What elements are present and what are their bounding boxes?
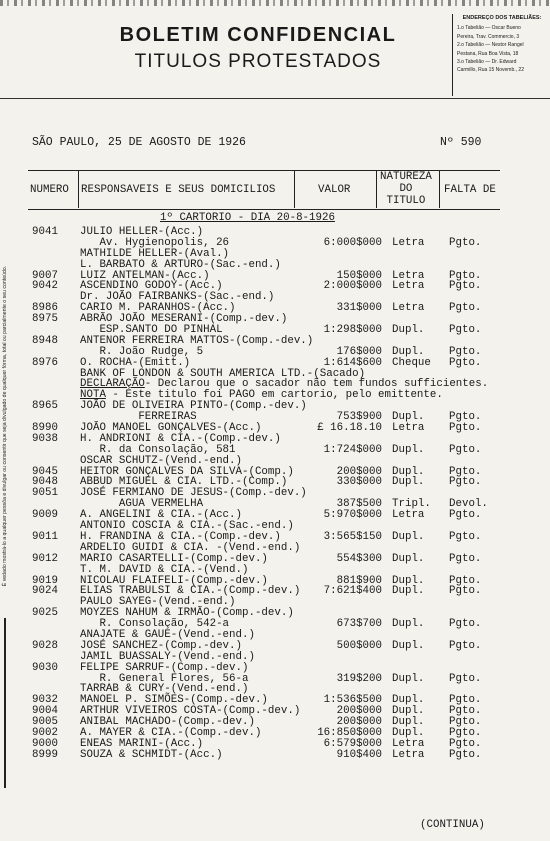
entry-name: SOUZA & SCHMIDT-(Acc.) [80, 748, 223, 761]
entry-valor: 753$900 [336, 411, 382, 424]
col-header-valor: VALOR [318, 184, 351, 196]
entry-falta: Pgto. [449, 705, 482, 718]
entry-name: ARTHUR VIVEIROS COSTA-(Comp.-dev.) [80, 705, 301, 718]
entry-natureza: Dupl. [392, 726, 425, 739]
entry-number: 9005 [32, 716, 58, 729]
entry-name: FELIPE SARRUF-(Comp.-dev.) [80, 661, 249, 674]
entry-natureza: Letra [392, 422, 425, 435]
entry-name: JAMIL BUASSALY-(Vend.-end.) [80, 650, 255, 663]
table-row [0, 456, 550, 467]
entry-name: OSCAR SCHUTZ-(Vend.-end.) [80, 454, 242, 467]
bulletin-title: BOLETIM CONFIDENCIAL [119, 24, 397, 46]
table-row [0, 750, 550, 761]
section-title: 1º CARTORIO - DIA 20-8-1926 [160, 212, 335, 224]
entry-natureza: Dupl. [392, 443, 425, 456]
entry-valor: 319$200 [336, 672, 382, 685]
entry-name: JOÃO MANOEL GONÇALVES-(Acc.) [80, 422, 262, 435]
entry-number: 9000 [32, 737, 58, 750]
entry-name: H. ANDRIONI & CIA.-(Comp.-dev.) [80, 432, 281, 445]
entry-valor: 200$000 [336, 705, 382, 718]
entry-valor: 910$400 [336, 748, 382, 761]
entry-falta: Pgto. [449, 716, 482, 729]
entry-number: 9024 [32, 585, 58, 598]
entry-natureza: Dupl. [392, 465, 425, 478]
entry-falta: Pgto. [449, 737, 482, 750]
entry-falta: Pgto. [449, 302, 482, 315]
entry-number: 9032 [32, 694, 58, 707]
entry-falta: Pgto. [449, 422, 482, 435]
entry-valor: 1:536$500 [323, 694, 382, 707]
entry-valor: 6:000$000 [323, 236, 382, 249]
entry-natureza: Letra [392, 269, 425, 282]
column-divider [294, 170, 295, 208]
entry-name: ABRÃO JOÃO MESERANI-(Comp.-dev.) [80, 313, 288, 326]
entry-name: ANIBAL MACHADO-(Comp.-dev.) [80, 716, 255, 729]
entry-falta: Pgto. [449, 411, 482, 424]
entry-valor: 881$900 [336, 574, 382, 587]
entry-name: ENEAS MARINI-(Acc.) [80, 737, 204, 750]
entry-name: R. General Flores, 56-a [80, 672, 249, 685]
entry-name: T. M. DAVID & CIA.-(Vend.) [80, 563, 249, 576]
entry-number: 9012 [32, 552, 58, 565]
notary-box-title: ENDEREÇO DOS TABELIÃES: [462, 15, 542, 21]
column-divider [439, 170, 440, 208]
entry-natureza: Dupl. [392, 324, 425, 337]
entry-name: NOTA - Este titulo foi PAGO em cartorio, pelo emittente. [80, 389, 443, 402]
entry-falta: Pgto. [449, 672, 482, 685]
col-header-responsaveis: RESPONSAVEIS E SEUS DOMICILIOS [81, 184, 276, 196]
entry-name: ESP.SANTO DO PINHAL [80, 324, 223, 337]
entry-natureza: Dupl. [392, 639, 425, 652]
entry-natureza: Cheque [392, 356, 431, 369]
entry-name: PAULO SAYEG-(Vend.-end.) [80, 596, 236, 609]
entry-number: 9019 [32, 574, 58, 587]
entry-natureza: Dupl. [392, 552, 425, 565]
entry-falta: Pgto. [449, 726, 482, 739]
entry-name: R. João Rudge, 5 [80, 345, 204, 358]
entry-number: 8990 [32, 422, 58, 435]
notary-line: Carmillo, Rua 15 Novemb., 22 [457, 67, 524, 74]
entry-falta: Pgto. [449, 324, 482, 337]
protest-list [0, 213, 550, 761]
entry-falta: Pgto. [449, 476, 482, 489]
entry-name: MATHILDE HELLER-(Aval.) [80, 247, 230, 260]
entry-name: JOSÉ FERMIANO DE JESUS-(Comp.-dev.) [80, 487, 307, 500]
entry-name: R. Consolação, 542-a [80, 618, 230, 631]
entry-natureza: Dupl. [392, 411, 425, 424]
entry-name: LUIZ ANTELMAN-(Acc.) [80, 269, 210, 282]
entry-number: 9028 [32, 639, 58, 652]
entry-number: 9025 [32, 607, 58, 620]
entry-name: ARDELIO GUIDI & CIA. -(Vend.-end.) [80, 541, 301, 554]
entry-number: 9002 [32, 726, 58, 739]
notary-address-box [452, 14, 547, 96]
entry-name: MANOEL P. SIMÕES-(Comp.-dev.) [80, 694, 268, 707]
entry-number: 9030 [32, 661, 58, 674]
entry-name: ANTONIO COSCIA & CIA.-(Sac.-end.) [80, 520, 294, 533]
entry-valor: 150$000 [336, 269, 382, 282]
confidentiality-notice: É vedado mostrá-lo a qualquer pessôa e divulgar ou consentir que seja divulgado de qualquer fórma, total ou parcialmente o seu conteúdo. [2, 265, 8, 587]
entry-natureza: Dupl. [392, 530, 425, 543]
date-line: SÃO PAULO, 25 DE AGOSTO DE 1926 [32, 136, 246, 149]
entry-falta: Pgto. [449, 509, 482, 522]
entry-falta: Pgto. [449, 694, 482, 707]
entry-number: 9041 [32, 226, 58, 238]
entry-natureza: Dupl. [392, 705, 425, 718]
bulletin-subtitle: TITULOS PROTESTADOS [134, 51, 382, 72]
entry-name: A. MAYER & CIA.-(Comp.-dev.) [80, 726, 262, 739]
entry-name: ELIAS TRABULSI & CIA.-(Comp.-dev.) [80, 585, 301, 598]
table-row [0, 554, 550, 565]
entry-falta: Pgto. [449, 618, 482, 631]
entry-number: 8986 [32, 302, 58, 315]
entry-valor: 1:298$000 [323, 324, 382, 337]
entry-name: ASCENDINO GODOY-(Acc.) [80, 280, 223, 293]
entry-natureza: Dupl. [392, 585, 425, 598]
entry-natureza: Dupl. [392, 574, 425, 587]
entry-natureza: Letra [392, 748, 425, 761]
notary-line: Pestana, Rua Boa Vista, 18 [457, 50, 519, 57]
entry-name: NICOLAU FLAIFELI-(Comp.-dev.) [80, 574, 268, 587]
entry-natureza: Dupl. [392, 694, 425, 707]
entry-number: 9009 [32, 509, 58, 522]
entry-falta: Pgto. [449, 465, 482, 478]
notary-line: Pereira, Trav. Commercio, 3 [457, 33, 520, 40]
entry-name: ABBUD MIGUEL & CIA. LTD.-(Comp.) [80, 476, 288, 489]
entry-falta: Pgto. [449, 574, 482, 587]
entry-valor: 2:000$000 [323, 280, 382, 293]
entry-name: O. ROCHA-(Emitt.) [80, 356, 191, 369]
entry-name: L. BARBATO & ARTURO-(Sac.-end.) [80, 258, 281, 271]
entry-natureza: Letra [392, 509, 425, 522]
table-row [0, 358, 550, 369]
entry-valor: 500$000 [336, 639, 382, 652]
entry-name: R. da Consolação, 581 [80, 443, 236, 456]
entry-falta: Pgto. [449, 443, 482, 456]
entry-falta: Pgto. [449, 639, 482, 652]
entry-natureza: Dupl. [392, 716, 425, 729]
table-row [0, 260, 550, 271]
entry-number: 8965 [32, 400, 58, 413]
entry-natureza: Letra [392, 737, 425, 750]
entry-name: MOYZES NAHUM & IRMÃO-(Comp.-dev.) [80, 607, 294, 620]
entry-number: 9042 [32, 280, 58, 293]
entry-name: TARRAB & CURY-(Vend.-end.) [80, 683, 249, 696]
entry-name: H. FRANDINA & CIA.-(Comp.-dev.) [80, 530, 281, 543]
entry-falta: Pgto. [449, 530, 482, 543]
entry-falta: Pgto. [449, 748, 482, 761]
entry-falta: Pgto. [449, 585, 482, 598]
entry-valor: 1:724$000 [323, 443, 382, 456]
entry-valor: 5:970$000 [323, 509, 382, 522]
entry-valor: 387$500 [336, 498, 382, 511]
entry-falta: Pgto. [449, 236, 482, 249]
column-divider [78, 170, 79, 208]
entry-name: CARIO M. PARANHOS-(Acc.) [80, 302, 236, 315]
entry-name: A. ANGELINI & CIA.-(Acc.) [80, 509, 242, 522]
entry-name: Av. Hygienopolis, 26 [80, 236, 230, 249]
entry-number: 9007 [32, 269, 58, 282]
entry-number: 8948 [32, 334, 58, 347]
notary-line: 2.o Tabelião — Nestor Rangel [457, 42, 524, 49]
entry-falta: Pgto. [449, 356, 482, 369]
entry-number: 9045 [32, 465, 58, 478]
entry-natureza: Dupl. [392, 345, 425, 358]
entry-number: 9004 [32, 705, 58, 718]
top-print-band [0, 0, 550, 6]
entry-valor: 330$000 [336, 476, 382, 489]
entry-name: FERREIRAS [80, 411, 197, 424]
col-header-numero: NUMERO [30, 184, 69, 196]
entry-valor: £ 16.18.10 [317, 422, 382, 435]
entry-valor: 6:579$000 [323, 737, 382, 750]
entry-natureza: Dupl. [392, 672, 425, 685]
entry-name: AGUA VERMELHA [80, 498, 204, 511]
entry-name: HEITOR GONÇALVES DA SILVA-(Comp.) [80, 465, 294, 478]
entry-falta: Pgto. [449, 552, 482, 565]
entry-number: 9048 [32, 476, 58, 489]
entry-valor: 7:621$400 [323, 585, 382, 598]
entry-valor: 176$000 [336, 345, 382, 358]
notary-line: 3.o Tabelião — Dr. Edward [457, 59, 517, 66]
entry-falta: Devol. [449, 498, 488, 511]
entry-valor: 554$300 [336, 552, 382, 565]
table-row [0, 652, 550, 663]
entry-valor: 200$000 [336, 465, 382, 478]
entry-valor: 1:614$600 [323, 356, 382, 369]
entry-valor: 200$000 [336, 716, 382, 729]
continued-note: (CONTINUA) [420, 819, 485, 831]
entry-name: BANK OF LONDON & SOUTH AMERICA LTD.-(Sacado) [80, 367, 366, 380]
section-row [0, 213, 550, 227]
entry-number: 8976 [32, 356, 58, 369]
col-header-falta: FALTA DE [444, 184, 496, 196]
entry-name: JULIO HELLER-(Acc.) [80, 226, 204, 238]
entry-name: ANTENOR FERREIRA MATTOS-(Comp.-dev.) [80, 334, 314, 347]
col-header-natureza: NATUREZA DO TITULO [380, 171, 432, 207]
entry-name: JOÃO DE OLIVEIRA PINTO-(Comp.-dev.) [80, 400, 307, 413]
entry-number: 9051 [32, 487, 58, 500]
entry-number: 8999 [32, 748, 58, 761]
issue-number: Nº 590 [440, 136, 482, 149]
column-divider [376, 170, 377, 208]
table-row [0, 565, 550, 576]
entry-natureza: Letra [392, 302, 425, 315]
entry-falta: Pgto. [449, 345, 482, 358]
table-row [0, 663, 550, 674]
entry-valor: 673$700 [336, 618, 382, 631]
entry-number: 9038 [32, 432, 58, 445]
entry-falta: Pgto. [449, 280, 482, 293]
entry-valor: 331$000 [336, 302, 382, 315]
entry-natureza: Tripl. [392, 498, 431, 511]
entry-natureza: Dupl. [392, 476, 425, 489]
header-divider [0, 98, 550, 99]
notary-line: 1.o Tabelião — Oscar Bueno [457, 25, 521, 32]
entry-natureza: Dupl. [392, 618, 425, 631]
entry-number: 9011 [32, 530, 58, 543]
entry-falta: Pgto. [449, 269, 482, 282]
entry-name: ANAJATE & GAUE-(Vend.-end.) [80, 628, 255, 641]
entry-natureza: Letra [392, 236, 425, 249]
entry-valor: 16:850$000 [317, 726, 382, 739]
entry-natureza: Letra [392, 280, 425, 293]
entry-name: JOSÉ SANCHEZ-(Comp.-dev.) [80, 639, 242, 652]
entry-name: DECLARAÇÃO- Declarou que o sacador não tem fundos sufficientes. [80, 378, 489, 391]
entry-valor: 3:565$150 [323, 530, 382, 543]
entry-name: MARIO CASARTELLI-(Comp.-dev.) [80, 552, 268, 565]
entry-number: 8975 [32, 313, 58, 326]
entry-name: Dr. JOÃO FAIRBANKS-(Sac.-end.) [80, 291, 275, 304]
